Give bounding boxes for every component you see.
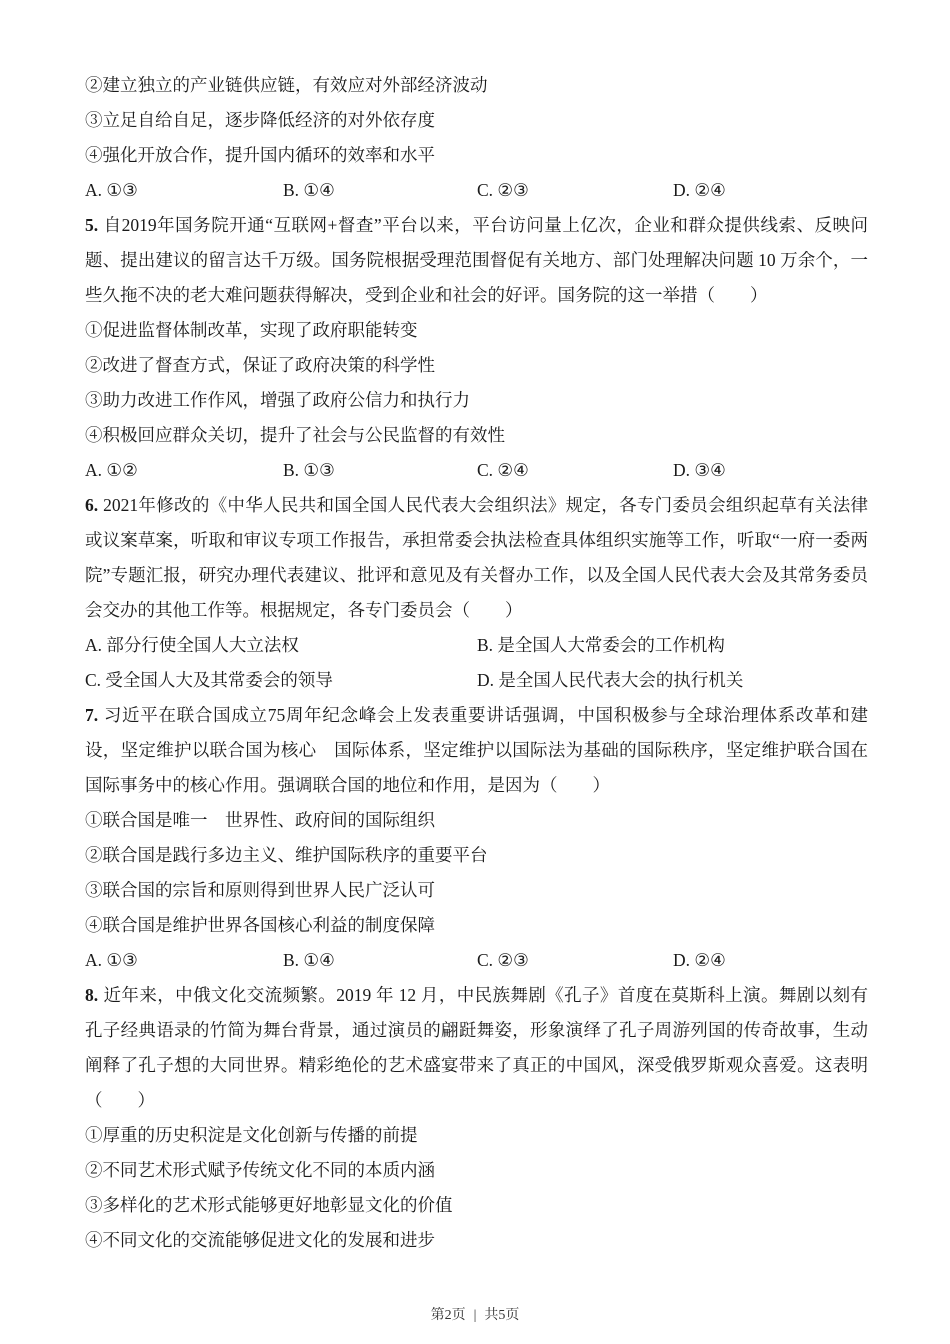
statement-item: ④积极回应群众关切，提升了社会与公民监督的有效性 xyxy=(85,425,505,445)
page-footer xyxy=(0,1304,950,1324)
statement-item: ④强化开放合作，提升国内循环的效率和水平 xyxy=(85,145,435,165)
question-stem xyxy=(85,208,868,313)
choice-option: D. ②④ xyxy=(673,950,726,970)
choice-option: A. 部分行使全国人大立法权 xyxy=(85,635,299,655)
statement-item: ②不同艺术形式赋予传统文化不同的本质内涵 xyxy=(85,1160,435,1180)
footer-current-page: 第2页 xyxy=(430,1308,466,1323)
statement-item: ②建立独立的产业链供应链，有效应对外部经济波动 xyxy=(85,75,488,95)
statement-item: ③助力改进工作作风，增强了政府公信力和执行力 xyxy=(85,390,470,410)
footer-separator: | xyxy=(473,1308,477,1323)
statement-item: ④联合国是维护世界各国核心利益的制度保障 xyxy=(85,915,435,935)
statement-item: ④不同文化的交流能够促进文化的发展和进步 xyxy=(85,1230,435,1250)
statement-item: ①联合国是唯一 世界性、政府间的国际组织 xyxy=(85,810,435,830)
choice-option: B. ①③ xyxy=(283,460,335,480)
question-text: 自2019年国务院开通“互联网+督查”平台以来，平台访问量上亿次，企业和群众提供线索、反映问题、提出建议的留言达千万级。国务院根据受理范围督促有关地方、部门处理解决问题 10 万余个，一些久拖不决的老大难问题获得解决，受到企业和社会的好评。国务院的这一举措（ ） xyxy=(85,215,868,305)
question-number: 6. xyxy=(85,495,99,515)
choice-option: B. ①④ xyxy=(283,950,335,970)
choice-option: C. ②③ xyxy=(477,180,529,200)
choice-option: D. 是全国人民代表大会的执行机关 xyxy=(477,670,744,690)
choice-option: C. ②④ xyxy=(477,460,529,480)
choice-option: A. ①③ xyxy=(85,180,138,200)
exam-content xyxy=(85,68,868,1258)
statement-item: ①厚重的历史积淀是文化创新与传播的前提 xyxy=(85,1125,418,1145)
question-number: 5. xyxy=(85,215,99,235)
statement-item: ③多样化的艺术形式能够更好地彰显文化的价值 xyxy=(85,1195,453,1215)
question-stem xyxy=(85,488,868,628)
statement-item: ②改进了督查方式，保证了政府决策的科学性 xyxy=(85,355,435,375)
statement-item: ①促进监督体制改革，实现了政府职能转变 xyxy=(85,320,418,340)
question-text: 2021年修改的《中华人民共和国全国人民代表大会组织法》规定，各专门委员会组织起草有关法律或议案草案，听取和审议专项工作报告，承担常委会执法检查具体组织实施等工作，听取“一府一委两院”专题汇报，研究办理代表建议、批评和意见及有关督办工作，以及全国人民代表大会及其常务委员会交办的其他工作等。根据规定，各专门委员会（ ） xyxy=(85,495,868,620)
question-stem xyxy=(85,698,868,803)
question-number: 7. xyxy=(85,705,99,725)
choice-row xyxy=(85,453,868,488)
footer-total-pages: 共5页 xyxy=(484,1308,520,1323)
choice-row xyxy=(85,943,868,978)
question-stem xyxy=(85,978,868,1118)
statement-item: ③立足自给自足，逐步降低经济的对外依存度 xyxy=(85,110,435,130)
choice-row xyxy=(85,628,868,698)
choice-option: A. ①② xyxy=(85,460,138,480)
question-number: 8. xyxy=(85,985,99,1005)
choice-option: C. ②③ xyxy=(477,950,529,970)
choice-option: D. ③④ xyxy=(673,460,726,480)
question-text: 近年来，中俄文化交流频繁。2019 年 12 月，中民族舞剧《孔子》首度在莫斯科上演。舞剧以刻有孔子经典语录的竹简为舞台背景，通过演员的翩跹舞姿，形象演绎了孔子周游列国的传奇故事，生动阐释了孔子想的大同世界。精彩绝伦的艺术盛宴带来了真正的中国风，深受俄罗斯观众喜爱。这表明（ ） xyxy=(85,985,868,1110)
choice-option: A. ①③ xyxy=(85,950,138,970)
statement-item: ②联合国是践行多边主义、维护国际秩序的重要平台 xyxy=(85,845,488,865)
choice-row xyxy=(85,173,868,208)
choice-option: B. ①④ xyxy=(283,180,335,200)
choice-option: B. 是全国人大常委会的工作机构 xyxy=(477,635,725,655)
statement-item: ③联合国的宗旨和原则得到世界人民广泛认可 xyxy=(85,880,435,900)
choice-option: C. 受全国人大及其常委会的领导 xyxy=(85,670,333,690)
question-text: 习近平在联合国成立75周年纪念峰会上发表重要讲话强调，中国积极参与全球治理体系改革和建设，坚定维护以联合国为核心 国际体系，坚定维护以国际法为基础的国际秩序，坚定维护联合国在国际事务中的核心作用。强调联合国的地位和作用，是因为（ ） xyxy=(85,705,868,795)
choice-option: D. ②④ xyxy=(673,180,726,200)
